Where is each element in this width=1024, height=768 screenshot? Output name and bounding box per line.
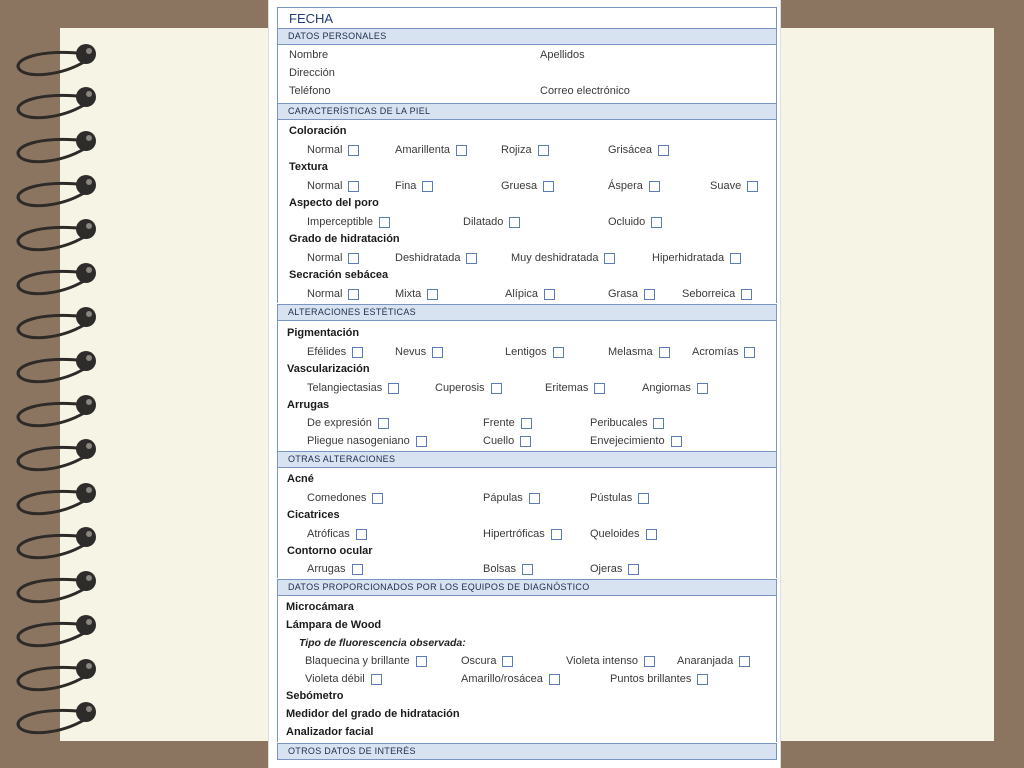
- option-violeta-intenso[interactable]: Violeta intenso: [566, 654, 655, 668]
- checkbox[interactable]: [352, 347, 363, 358]
- checkbox[interactable]: [644, 289, 655, 300]
- spiral-hole: [76, 219, 96, 239]
- section-header-otras-alteraciones: OTRAS ALTERACIONES: [277, 451, 777, 468]
- spiral-hole: [76, 527, 96, 547]
- checkbox[interactable]: [638, 493, 649, 504]
- option-amarillenta[interactable]: Amarillenta: [395, 143, 467, 157]
- item-sebometro: Sebómetro: [286, 690, 344, 702]
- checkbox[interactable]: [491, 383, 502, 394]
- group-acne: Acné: [287, 473, 314, 485]
- checkbox[interactable]: [553, 347, 564, 358]
- checkbox[interactable]: [741, 289, 752, 300]
- spiral-highlight: [86, 663, 92, 669]
- section-header-datos-personales: DATOS PERSONALES: [277, 28, 777, 45]
- group-contorno-ocular: Contorno ocular: [287, 545, 373, 557]
- option-comedones[interactable]: Comedones: [307, 491, 383, 505]
- option-blaquecina-brillante[interactable]: Blaquecina y brillante: [305, 654, 427, 668]
- spiral-hole: [76, 571, 96, 591]
- item-medidor-hidratacion: Medidor del grado de hidratación: [286, 708, 460, 720]
- checkbox[interactable]: [502, 656, 513, 667]
- checkbox[interactable]: [697, 383, 708, 394]
- spiral-hole: [76, 659, 96, 679]
- sub-label-fluorescencia: Tipo de fluorescencia observada:: [299, 637, 466, 649]
- option-hiperhidratada[interactable]: Hiperhidratada: [652, 251, 741, 265]
- checkbox[interactable]: [549, 674, 560, 685]
- section-header-caracteristicas: CARACTERÍSTICAS DE LA PIEL: [277, 103, 777, 120]
- option-lentigos[interactable]: Lentigos: [505, 345, 564, 359]
- spiral-ring: [18, 403, 86, 425]
- spiral-hole: [76, 702, 96, 722]
- checkbox[interactable]: [427, 289, 438, 300]
- checkbox[interactable]: [544, 289, 555, 300]
- checkbox[interactable]: [651, 217, 662, 228]
- spiral-ring: [18, 95, 86, 117]
- spiral-highlight: [86, 91, 92, 97]
- group-coloracion: Coloración: [289, 125, 347, 137]
- option-hipertroficas[interactable]: Hipertróficas: [483, 527, 562, 541]
- option-rojiza[interactable]: Rojiza: [501, 143, 549, 157]
- option-aspera[interactable]: Áspera: [608, 179, 660, 193]
- option-ojeras[interactable]: Ojeras: [590, 562, 639, 576]
- option-puntos-brillantes[interactable]: Puntos brillantes: [610, 672, 708, 686]
- checkbox[interactable]: [388, 383, 399, 394]
- checkbox[interactable]: [521, 418, 532, 429]
- option-oscura[interactable]: Oscura: [461, 654, 513, 668]
- checkbox[interactable]: [348, 253, 359, 264]
- spiral-hole: [76, 175, 96, 195]
- option-anaranjada[interactable]: Anaranjada: [677, 654, 750, 668]
- option-amarillo-rosacea[interactable]: Amarillo/rosácea: [461, 672, 560, 686]
- spiral-hole: [76, 131, 96, 151]
- checkbox[interactable]: [543, 181, 554, 192]
- spiral-highlight: [86, 355, 92, 361]
- spiral-ring: [18, 447, 86, 469]
- checkbox[interactable]: [348, 145, 359, 156]
- option-pustulas[interactable]: Pústulas: [590, 491, 649, 505]
- checkbox[interactable]: [466, 253, 477, 264]
- spiral-highlight: [86, 223, 92, 229]
- checkbox[interactable]: [352, 564, 363, 575]
- spiral-highlight: [86, 575, 92, 581]
- spiral-highlight: [86, 48, 92, 54]
- option-frente[interactable]: Frente: [483, 416, 532, 430]
- group-textura: Textura: [289, 161, 328, 173]
- checkbox[interactable]: [671, 436, 682, 447]
- option-deshidratada[interactable]: Deshidratada: [395, 251, 477, 265]
- checkbox[interactable]: [372, 493, 383, 504]
- checkbox[interactable]: [416, 436, 427, 447]
- checkbox[interactable]: [604, 253, 615, 264]
- spiral-hole: [76, 263, 96, 283]
- checkbox[interactable]: [644, 656, 655, 667]
- checkbox[interactable]: [529, 493, 540, 504]
- group-hidratacion: Grado de hidratación: [289, 233, 400, 245]
- option-hidratacion-normal[interactable]: Normal: [307, 251, 359, 265]
- spiral-hole: [76, 44, 96, 64]
- checkbox[interactable]: [371, 674, 382, 685]
- spiral-ring: [18, 535, 86, 557]
- option-eritemas[interactable]: Eritemas: [545, 381, 605, 395]
- checkbox[interactable]: [653, 418, 664, 429]
- section-header-otros-datos: OTROS DATOS DE INTERÉS: [277, 743, 777, 760]
- option-queloides[interactable]: Queloides: [590, 527, 657, 541]
- option-suave[interactable]: Suave: [710, 179, 758, 193]
- option-textura-normal[interactable]: Normal: [307, 179, 359, 193]
- option-ocluido[interactable]: Ocluido: [608, 215, 662, 229]
- spiral-highlight: [86, 135, 92, 141]
- checkbox[interactable]: [379, 217, 390, 228]
- field-nombre[interactable]: Nombre: [289, 49, 329, 61]
- spiral-highlight: [86, 443, 92, 449]
- checkbox[interactable]: [509, 217, 520, 228]
- checkbox[interactable]: [659, 347, 670, 358]
- checkbox[interactable]: [416, 656, 427, 667]
- checkbox[interactable]: [744, 347, 755, 358]
- option-melasma[interactable]: Melasma: [608, 345, 670, 359]
- option-fina[interactable]: Fina: [395, 179, 433, 193]
- checkbox[interactable]: [432, 347, 443, 358]
- group-cicatrices: Cicatrices: [287, 509, 340, 521]
- option-secrecion-normal[interactable]: Normal: [307, 287, 359, 301]
- form-title-fecha: FECHA: [277, 7, 777, 28]
- option-imperceptible[interactable]: Imperceptible: [307, 215, 390, 229]
- option-coloracion-normal[interactable]: Normal: [307, 143, 359, 157]
- spiral-ring: [18, 491, 86, 513]
- checkbox[interactable]: [658, 145, 669, 156]
- spiral-hole: [76, 307, 96, 327]
- option-alipica[interactable]: Alípica: [505, 287, 555, 301]
- spiral-ring: [18, 227, 86, 249]
- checkbox[interactable]: [456, 145, 467, 156]
- option-seborreica[interactable]: Seborreica: [682, 287, 752, 301]
- option-dilatado[interactable]: Dilatado: [463, 215, 520, 229]
- option-violeta-debil[interactable]: Violeta débil: [305, 672, 382, 686]
- spiral-highlight: [86, 487, 92, 493]
- option-telangiectasias[interactable]: Telangiectasias: [307, 381, 399, 395]
- option-envejecimiento[interactable]: Envejecimiento: [590, 434, 682, 448]
- option-atroficas[interactable]: Atróficas: [307, 527, 367, 541]
- spiral-highlight: [86, 399, 92, 405]
- checkbox[interactable]: [628, 564, 639, 575]
- spiral-hole: [76, 351, 96, 371]
- checkbox[interactable]: [646, 529, 657, 540]
- option-de-expresion[interactable]: De expresión: [307, 416, 389, 430]
- group-arrugas: Arrugas: [287, 399, 330, 411]
- group-pigmentacion: Pigmentación: [287, 327, 360, 339]
- option-acromias[interactable]: Acromías: [692, 345, 755, 359]
- option-contorno-arrugas[interactable]: Arrugas: [307, 562, 363, 576]
- section-header-alteraciones: ALTERACIONES ESTÉTICAS: [277, 304, 777, 321]
- spiral-ring: [18, 623, 86, 645]
- spiral-highlight: [86, 267, 92, 273]
- spiral-highlight: [86, 311, 92, 317]
- checkbox[interactable]: [649, 181, 660, 192]
- spiral-ring: [18, 315, 86, 337]
- option-angiomas[interactable]: Angiomas: [642, 381, 708, 395]
- item-analizador-facial: Analizador facial: [286, 726, 374, 738]
- checkbox[interactable]: [730, 253, 741, 264]
- group-vascularizacion: Vascularización: [287, 363, 370, 375]
- field-correo[interactable]: Correo electrónico: [540, 85, 630, 97]
- checkbox[interactable]: [522, 564, 533, 575]
- spiral-hole: [76, 439, 96, 459]
- spiral-hole: [76, 395, 96, 415]
- checkbox[interactable]: [422, 181, 433, 192]
- option-pliegue-nasogeniano[interactable]: Pliegue nasogeniano: [307, 434, 427, 448]
- checkbox[interactable]: [747, 181, 758, 192]
- section-header-diagnostico: DATOS PROPORCIONADOS POR LOS EQUIPOS DE DIAGNÓSTICO: [277, 579, 777, 596]
- checkbox[interactable]: [594, 383, 605, 394]
- item-lampara-wood: Lámpara de Wood: [286, 619, 382, 631]
- field-telefono[interactable]: Teléfono: [289, 85, 331, 97]
- option-cuperosis[interactable]: Cuperosis: [435, 381, 502, 395]
- section-datos-personales: [277, 45, 777, 103]
- option-grisacea[interactable]: Grisácea: [608, 143, 669, 157]
- option-mixta[interactable]: Mixta: [395, 287, 438, 301]
- checkbox[interactable]: [538, 145, 549, 156]
- option-bolsas[interactable]: Bolsas: [483, 562, 533, 576]
- spiral-ring: [18, 183, 86, 205]
- checkbox[interactable]: [348, 181, 359, 192]
- checkbox[interactable]: [551, 529, 562, 540]
- group-secrecion-sebacea: Secración sebácea: [289, 269, 389, 281]
- spiral-hole: [76, 483, 96, 503]
- checkbox[interactable]: [520, 436, 531, 447]
- group-aspecto-poro: Aspecto del poro: [289, 197, 379, 209]
- spiral-hole: [76, 615, 96, 635]
- checkbox[interactable]: [697, 674, 708, 685]
- option-peribucales[interactable]: Peribucales: [590, 416, 664, 430]
- spiral-ring: [18, 271, 86, 293]
- spiral-ring: [18, 579, 86, 601]
- spiral-ring: [18, 52, 86, 74]
- spiral-ring: [18, 359, 86, 381]
- spiral-hole: [76, 87, 96, 107]
- option-grasa[interactable]: Grasa: [608, 287, 655, 301]
- spiral-ring: [18, 667, 86, 689]
- spiral-highlight: [86, 179, 92, 185]
- option-nevus[interactable]: Nevus: [395, 345, 443, 359]
- option-muy-deshidratada[interactable]: Muy deshidratada: [511, 251, 615, 265]
- option-cuello[interactable]: Cuello: [483, 434, 531, 448]
- option-efelides[interactable]: Efélides: [307, 345, 363, 359]
- spiral-binding: [0, 0, 110, 768]
- spiral-ring: [18, 710, 86, 732]
- spiral-highlight: [86, 706, 92, 712]
- field-apellidos[interactable]: Apellidos: [540, 49, 585, 61]
- field-direccion[interactable]: Dirección: [289, 67, 335, 79]
- spiral-highlight: [86, 531, 92, 537]
- option-papulas[interactable]: Pápulas: [483, 491, 540, 505]
- item-microcamara: Microcámara: [286, 601, 354, 613]
- checkbox[interactable]: [356, 529, 367, 540]
- checkbox[interactable]: [348, 289, 359, 300]
- checkbox[interactable]: [739, 656, 750, 667]
- option-gruesa[interactable]: Gruesa: [501, 179, 554, 193]
- spiral-highlight: [86, 619, 92, 625]
- spiral-ring: [18, 139, 86, 161]
- checkbox[interactable]: [378, 418, 389, 429]
